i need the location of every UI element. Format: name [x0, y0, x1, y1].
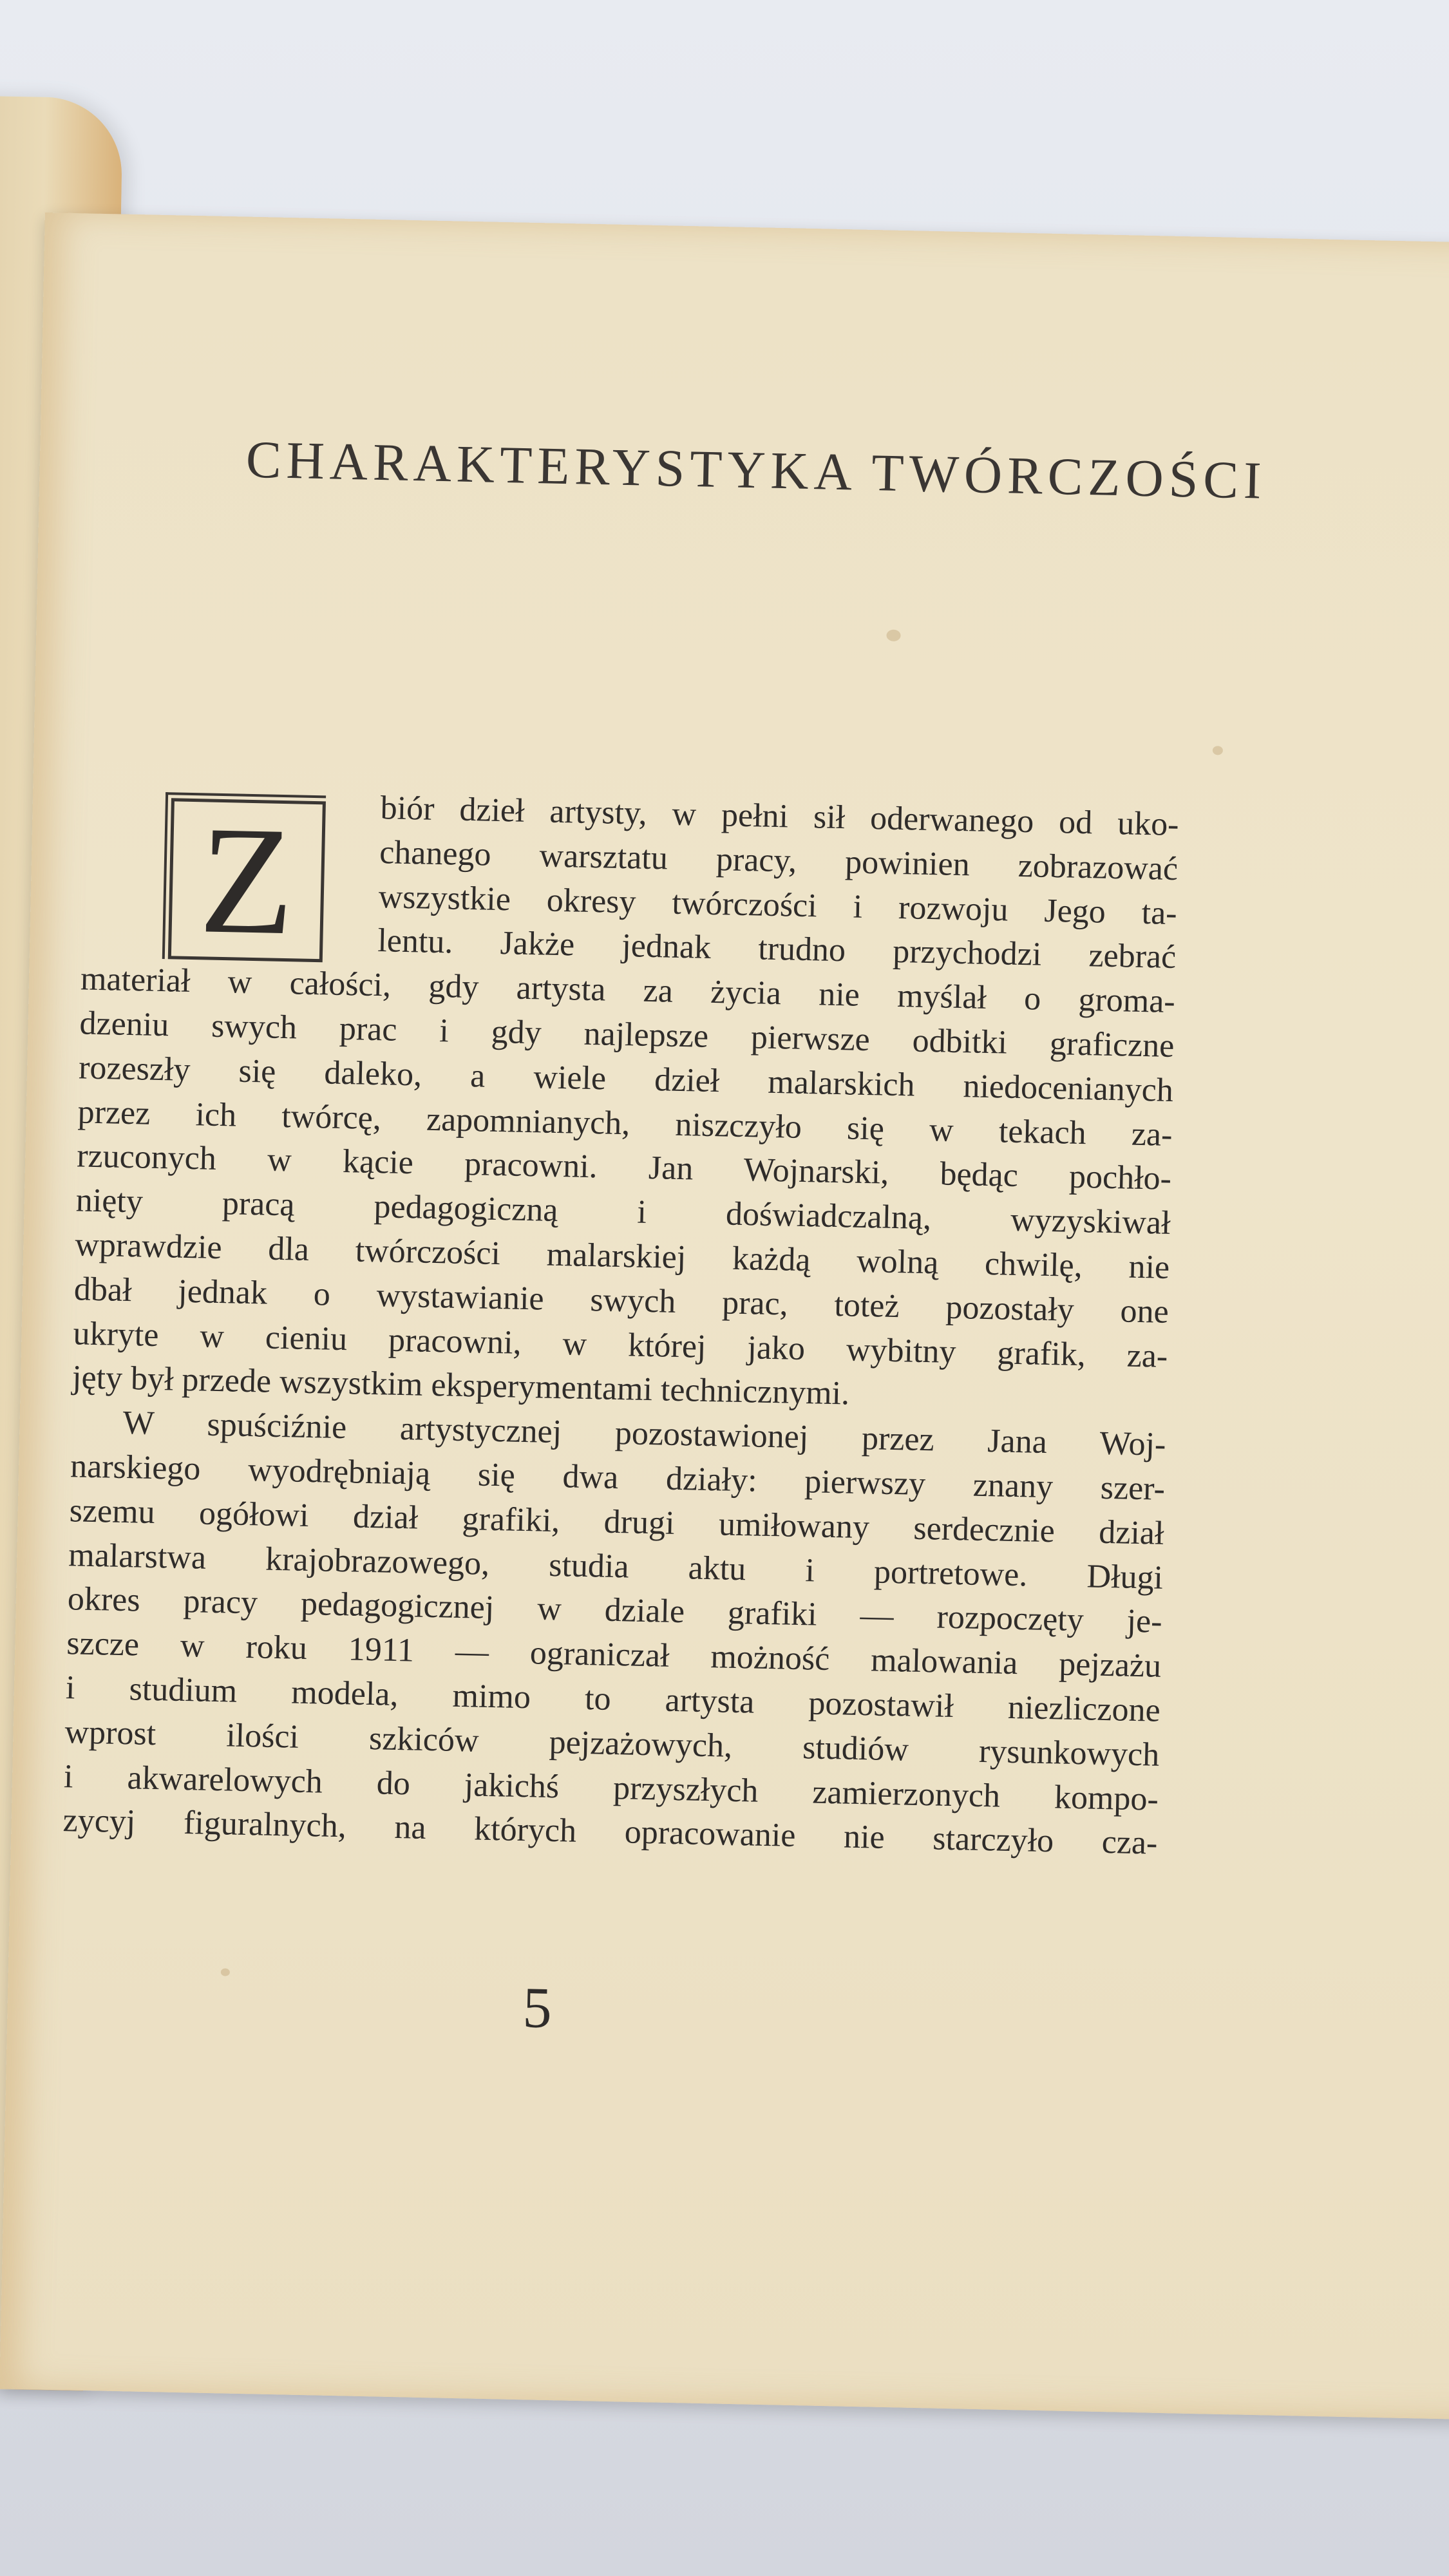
page-number: 5 — [522, 1976, 553, 2041]
text-line: rozeszły się daleko, a wiele dzieł malarskich niedocenianych — [78, 1049, 1174, 1109]
text-line: dbał jednak o wystawianie swych prac, toteż pozostały one — [73, 1271, 1170, 1331]
text-line: szcze w roku 1911 — ograniczał możność malowania pejzażu — [66, 1625, 1162, 1685]
text-line: okres pracy pedagogicznej w dziale grafiki — rozpoczęty je- — [67, 1580, 1163, 1641]
text-line: zycyj figuralnych, na których opracowanie nie starczyło cza- — [62, 1802, 1158, 1862]
body-text — [62, 780, 1179, 1866]
text-line: lentu. Jakże jednak trudno przychodzi zebrać — [377, 922, 1177, 976]
text-line: wprawdzie dla twórczości malarskiej każdą wolną chwilę, nie — [74, 1226, 1170, 1286]
text-line: chanego warsztatu pracy, powinien zobrazować — [379, 833, 1179, 887]
text-line: narskiego wyodrębniają się dwa działy: pierwszy znany szer- — [70, 1448, 1166, 1508]
text-line: wprost ilości szkiców pejzażowych, studiów rysunkowych — [64, 1713, 1160, 1774]
book-page — [0, 213, 1449, 2420]
text-line: ukryte w cieniu pracowni, w której jako wybitny grafik, za- — [72, 1314, 1168, 1375]
paper-stain — [221, 1968, 230, 1976]
text-line: biór dzieł artysty, w pełni sił oderwanego od uko- — [380, 790, 1180, 844]
text-line: malarstwa krajobrazowego, studia aktu i portretowe. Długi — [68, 1536, 1164, 1596]
text-line: rzuconych w kącie pracowni. Jan Wojnarski, będąc pochło- — [76, 1137, 1172, 1198]
paper-stain — [1213, 746, 1223, 755]
paper-stain — [886, 630, 900, 641]
chapter-heading: CHARAKTERYSTYKA TWÓRCZOŚCI — [245, 430, 1267, 510]
text-line: dzeniu swych prac i gdy najlepsze pierwsze odbitki graficzne — [79, 1005, 1175, 1065]
text-line: i studium modela, mimo to artysta pozostawił niezliczone — [65, 1669, 1161, 1729]
text-line: jęty był przede wszystkim eksperymentami technicznymi. — [71, 1359, 850, 1412]
text-line: przez ich twórcę, zapomnianych, niszczyło się w tekach za- — [77, 1093, 1173, 1153]
text-line: W spuściźnie artystycznej pozostawionej przez Jana Woj- — [122, 1405, 1166, 1464]
text-line: i akwarelowych do jakichś przyszłych zamierzonych kompo- — [63, 1757, 1159, 1818]
drop-cap-letter: Z — [198, 793, 296, 967]
text-line: materiał w całości, gdy artysta za życia nie myślał o groma- — [80, 960, 1176, 1021]
text-line: szemu ogółowi dział grafiki, drugi umiłowany serdecznie dział — [69, 1492, 1165, 1552]
text-line: nięty pracą pedagogiczną i doświadczalną, wyzyskiwał — [75, 1182, 1171, 1242]
text-line: wszystkie okresy twórczości i rozwoju Jego ta- — [378, 878, 1178, 932]
